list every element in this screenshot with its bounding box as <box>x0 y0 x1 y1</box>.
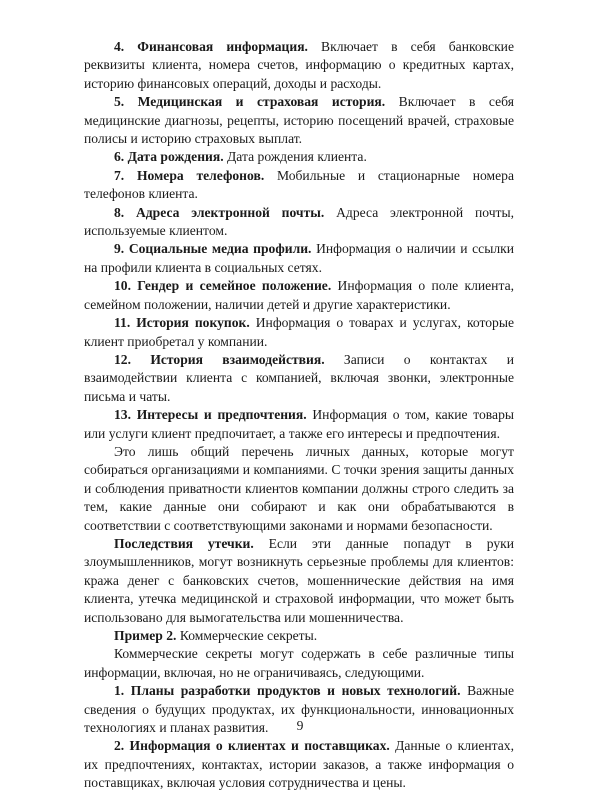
paragraph-summary <box>84 443 514 535</box>
paragraph-interaction-history <box>84 351 514 406</box>
paragraph-text: Если эти данные попадут в руки злоумышленников, могут возникнуть серьезные проблемы для клиентов: кража денег с банковских счетов, мошеннические действия на имя клиента, утечка медицинской и страховой информации, что может быть использовано для вымогательства или мошенничества. <box>84 535 514 625</box>
paragraph-heading: Пример 2. <box>114 628 177 643</box>
paragraph-leak-consequences <box>84 535 514 627</box>
page-number: 9 <box>296 718 304 733</box>
paragraph-heading: Последствия утечки. <box>114 535 254 551</box>
paragraph-text: Мобильные и стационарные номера телефонов клиента. <box>84 167 514 202</box>
paragraph-heading: 10. Гендер и семейное положение. <box>114 278 332 294</box>
paragraph-phone-numbers <box>84 167 514 204</box>
paragraph-social-profiles <box>84 240 514 277</box>
paragraph-heading: 7. Номера телефонов. <box>114 167 265 183</box>
paragraph-text: Адреса электронной почты, используемые клиентом. <box>84 204 515 239</box>
paragraph-text: Информация о поле клиента, семейном положении, наличии детей и другие характеристики. <box>84 278 515 312</box>
paragraph-text: Это лишь общий перечень личных данных, которые могут собираться организациями и компаниями. С точки зрения защиты данных и соблюдения приватности клиентов компании должны строго следить за тем, какие данные они собирают и как они обрабатываются в соответствии с соответствующими законами и нормами безопасности. <box>84 443 514 533</box>
paragraph-trade-secrets-intro <box>84 645 514 682</box>
paragraph-clients-suppliers <box>84 737 514 792</box>
paragraph-text: Коммерческие секреты могут содержать в себе различные типы информации, включая, но не ограничиваясь, следующими. <box>84 646 514 680</box>
paragraph-heading: 9. Социальные медиа профили. <box>114 241 312 257</box>
paragraph-medical-history <box>84 93 514 148</box>
paragraph-text: Записи о контактах и взаимодействии клиента с компанией, включая звонки, электронные письма и чаты. <box>84 351 514 404</box>
paragraph-text: Важные сведения о будущих продуктах, их функциональности, инновационных технологиях и планах развития. <box>84 683 514 736</box>
paragraph-heading: 13. Интересы и предпочтения. <box>114 407 307 423</box>
paragraph-text: Включает в себя банковские реквизиты клиента, номера счетов, информацию о кредитных картах, историю финансовых операций, доходы и расходы. <box>84 39 514 91</box>
paragraph-text: Дата рождения клиента. <box>223 149 367 165</box>
paragraph-heading: 6. Дата рождения. <box>114 149 224 165</box>
paragraph-text: Информация о товарах и услугах, которые клиент приобретал у компании. <box>84 315 514 349</box>
paragraph-heading: 5. Медицинская и страховая история. <box>114 94 386 110</box>
paragraph-gender-marital <box>84 277 514 314</box>
paragraph-heading: 2. Информация о клиентах и поставщиках. <box>114 738 390 754</box>
paragraph-email-addresses <box>84 204 514 241</box>
paragraph-heading: 1. Планы разработки продуктов и новых технологий. <box>114 683 461 699</box>
paragraph-heading: 8. Адреса электронной почты. <box>114 204 325 220</box>
paragraph-text: Коммерческие секреты. <box>176 628 318 643</box>
paragraph-text: Включает в себя медицинские диагнозы, рецепты, историю посещений врачей, страховые полисы и историю страховых выплат. <box>84 94 514 147</box>
paragraph-interests <box>84 406 514 443</box>
paragraph-example-2 <box>84 627 514 645</box>
paragraph-text: Данные о клиентах, их предпочтениях, контактах, истории заказов, а также информация о поставщиках, включая условия сотрудничества и цены. <box>84 738 514 791</box>
paragraph-heading: 12. История взаимодействия. <box>114 351 325 367</box>
paragraph-birth-date <box>84 148 514 166</box>
paragraph-text: Информация о наличии и ссылки на профили клиента в социальных сетях. <box>84 241 514 275</box>
paragraph-text: Информация о том, какие товары или услуги клиент предпочитает, а также его интересы и предпочтения. <box>84 407 514 441</box>
paragraph-heading: 11. История покупок. <box>114 315 250 331</box>
paragraph-heading: 4. Финансовая информация. <box>114 39 308 54</box>
paragraph-purchase-history <box>84 314 514 351</box>
document-body <box>84 38 514 793</box>
paragraph-financial-info <box>84 38 514 93</box>
